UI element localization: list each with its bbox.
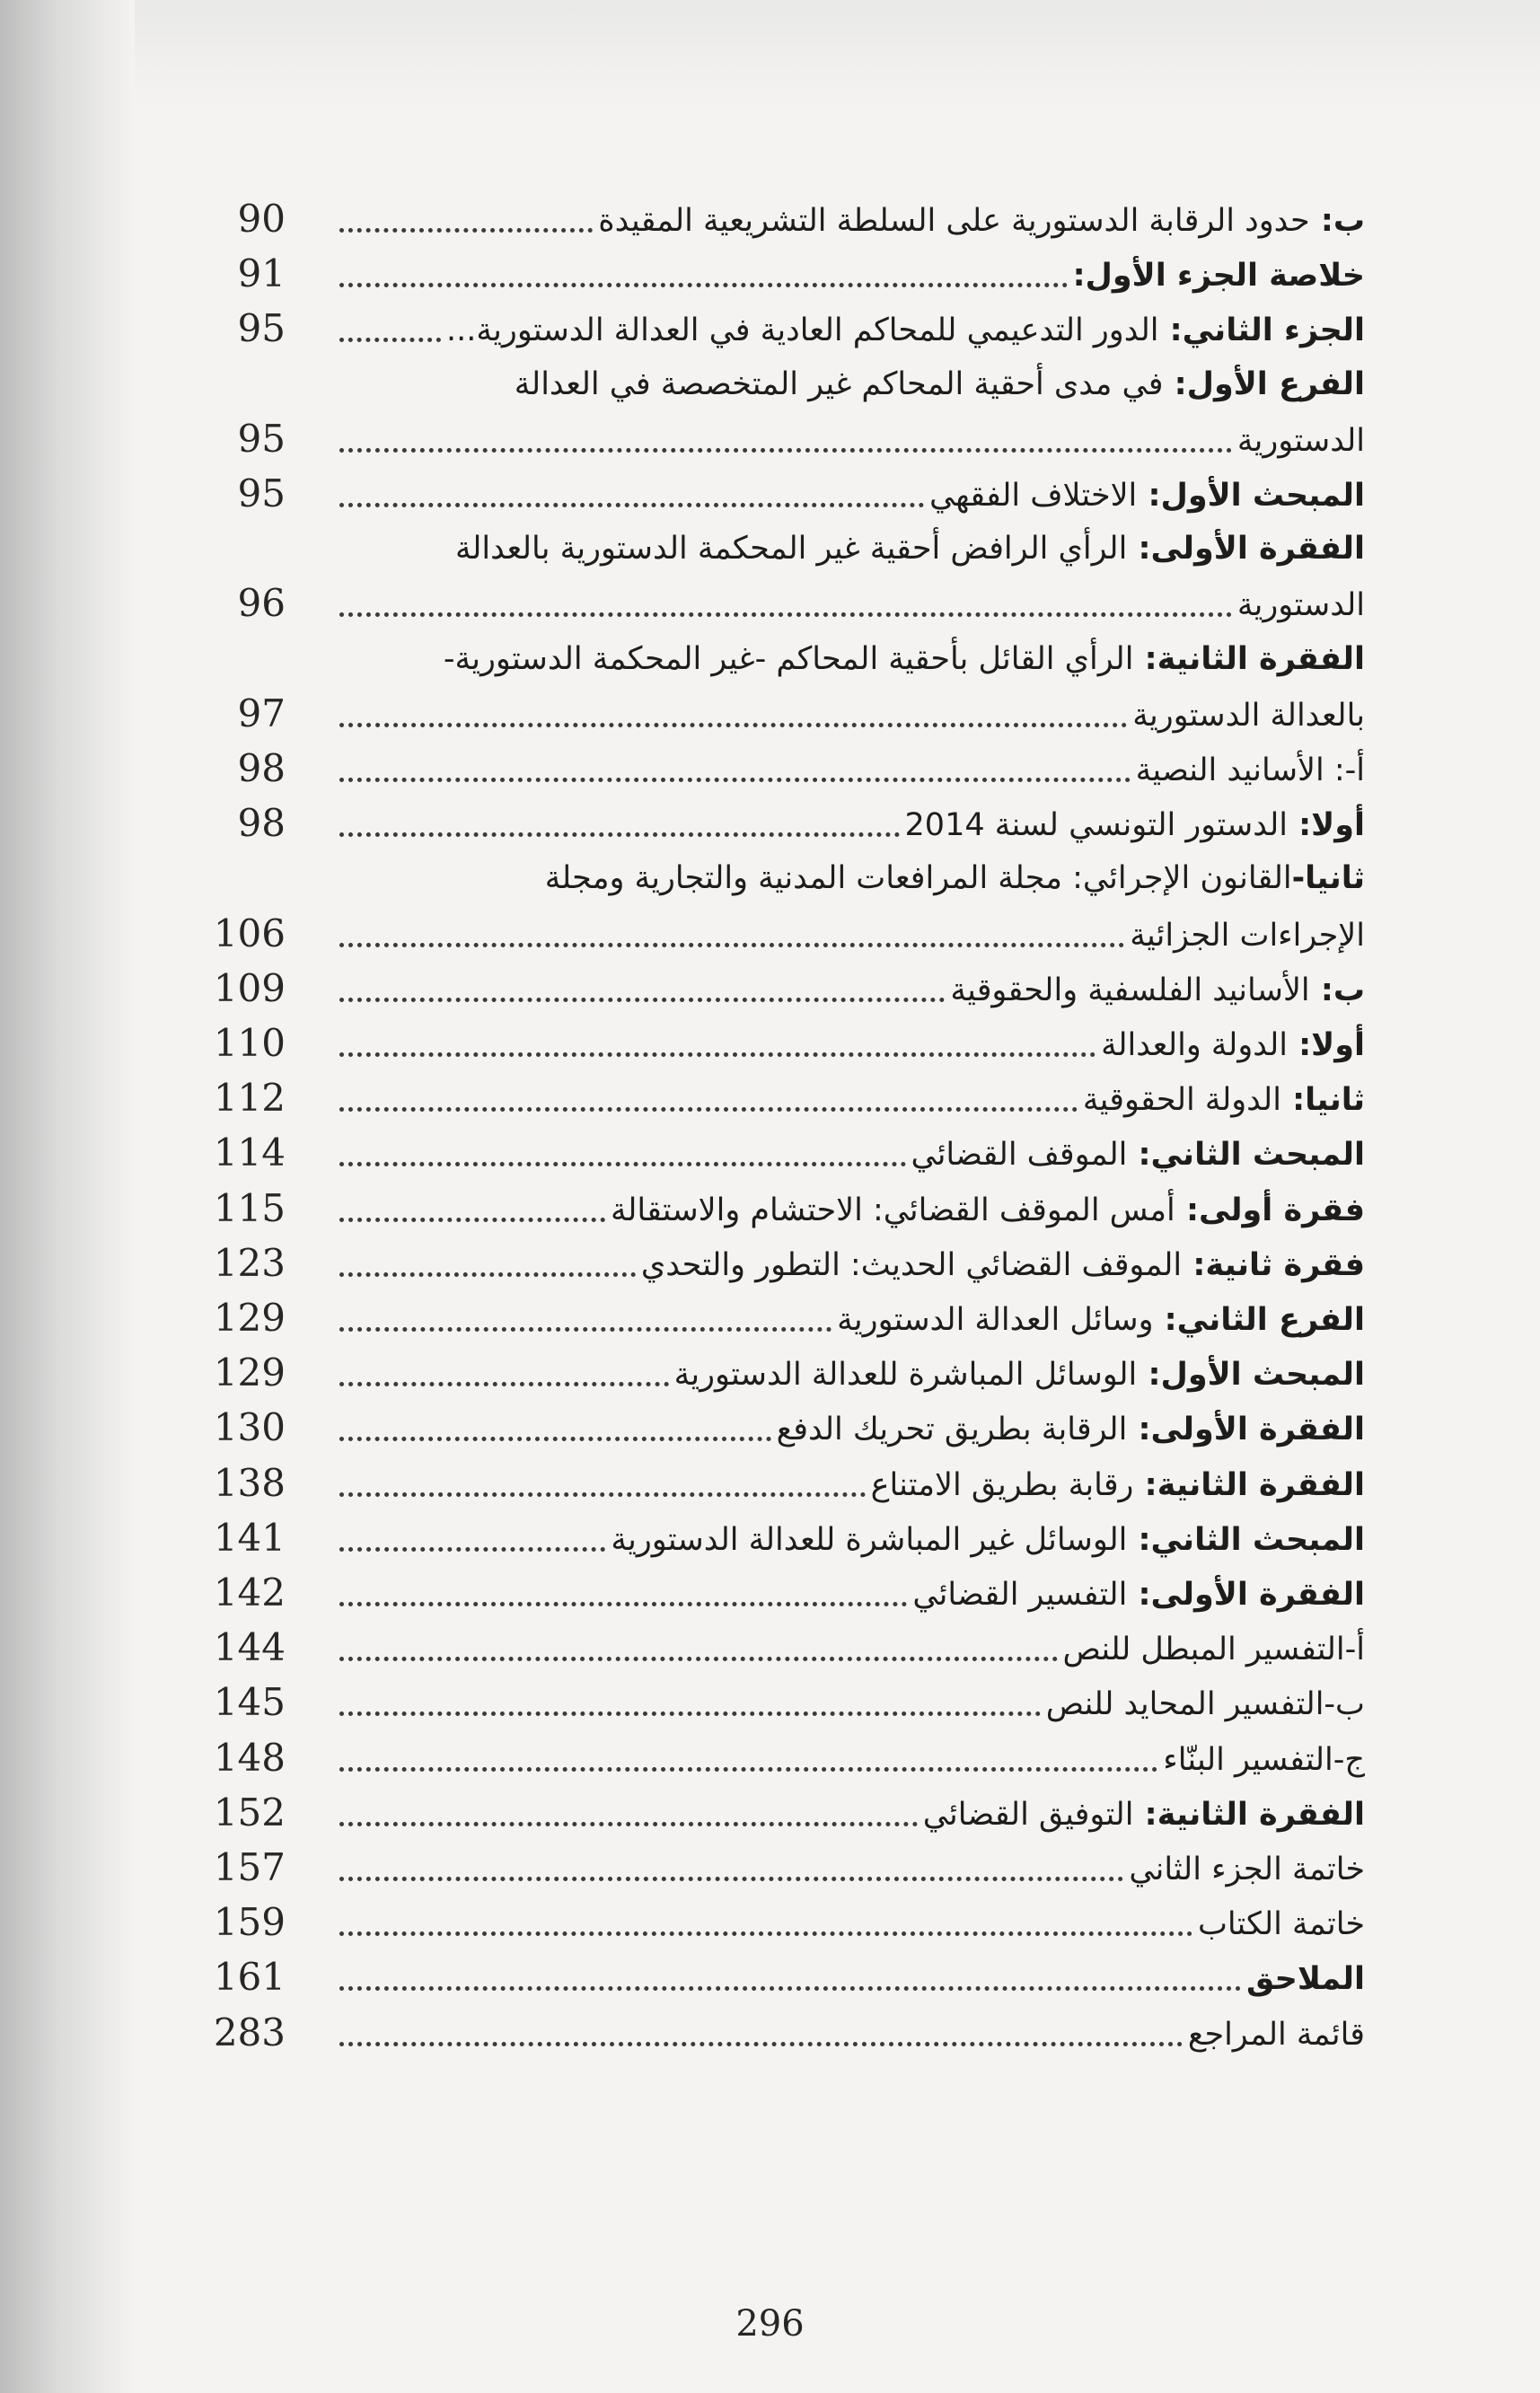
- toc-entry: [0, 304, 1540, 356]
- dotted-leader: [339, 2042, 1183, 2046]
- toc-entry-text: [334, 1018, 1365, 1070]
- toc-entry: [0, 1073, 1540, 1125]
- toc-entry-title: [446, 305, 1365, 356]
- toc-entry: [0, 1348, 1540, 1400]
- toc-entry: [0, 1128, 1540, 1180]
- toc-entry-text-value: خاتمة الجزء الثاني: [1129, 1852, 1365, 1887]
- toc-entry: [0, 1183, 1540, 1236]
- toc-page-number: 95: [237, 471, 286, 515]
- toc-entry-heading-line: [334, 523, 1365, 576]
- toc-entry-text-value: أ-: الأسانيد النصية: [1135, 752, 1365, 788]
- dotted-leader: [339, 943, 1124, 947]
- dotted-leader: [339, 1657, 1058, 1661]
- toc-entry-title: [905, 800, 1365, 850]
- dotted-leader: [339, 1877, 1123, 1881]
- toc-entry-label: الفرع الثاني:: [1153, 1302, 1365, 1338]
- toc-entry-text: [334, 1458, 1365, 1510]
- toc-entry-continuation: الإجراءات الجزائية: [1130, 918, 1365, 954]
- toc-entry-title: [1083, 1075, 1365, 1125]
- toc-entry: [0, 1897, 1540, 1949]
- toc-entry-text-value: الأسانيد الفلسفية والحقوقية: [950, 972, 1310, 1008]
- toc-page-number: 123: [213, 1241, 286, 1285]
- toc-entry-text-value: أ-التفسير المبطل للنص: [1062, 1632, 1365, 1667]
- toc-entry-label: خلاصة الجزء الأول:: [1072, 258, 1365, 294]
- toc-page-number: 97: [237, 691, 286, 735]
- toc-entry-text: [334, 1238, 1365, 1290]
- toc-entry-text: [334, 1677, 1365, 1729]
- toc-entry: [0, 414, 1540, 466]
- toc-entry-title: [777, 1404, 1365, 1455]
- toc-entry: [0, 743, 1540, 796]
- dotted-leader: [339, 1822, 918, 1826]
- toc-entry-text: [334, 1623, 1365, 1675]
- toc-entry-text-value: التفسير القضائي: [912, 1577, 1128, 1613]
- toc-entry: [0, 1458, 1540, 1510]
- dotted-leader: [339, 503, 924, 507]
- toc-entry-text: [334, 249, 1365, 301]
- toc-entry-text: [334, 194, 1365, 246]
- dotted-leader: [339, 1602, 907, 1606]
- toc-entry-text: [334, 1403, 1365, 1455]
- toc-page-number: 138: [213, 1461, 286, 1505]
- dotted-leader: [339, 338, 441, 342]
- toc-entry-title: [1188, 2010, 1365, 2060]
- toc-entry-title: الرأي الرافض أحقية غير المحكمة الدستورية بالعدالة: [454, 531, 1128, 567]
- toc-entry-text-value: الوسائل غير المباشرة للعدالة الدستورية: [611, 1522, 1128, 1558]
- toc-entry: [0, 1018, 1540, 1070]
- toc-page-number: 98: [237, 746, 286, 790]
- toc-entry: [0, 578, 1540, 630]
- toc-entry-label: المبحث الثاني:: [1127, 1137, 1365, 1173]
- toc-entry-title: [912, 1570, 1365, 1620]
- toc-entry-text-value: أمس الموقف القضائي: الاحتشام والاستقالة: [610, 1192, 1175, 1228]
- toc-entry-text-value: وسائل العدالة الدستورية: [837, 1302, 1154, 1338]
- toc-entry-text: [334, 798, 1365, 850]
- toc-entry-text-value: حدود الرقابة الدستورية على السلطة التشريعية المقيدة: [598, 203, 1310, 239]
- toc-entry-label: المبحث الثاني:: [1127, 1522, 1365, 1558]
- dotted-leader: [339, 1767, 1157, 1772]
- toc-entry: [0, 2008, 1540, 2060]
- toc-entry-text: [334, 1897, 1365, 1949]
- dotted-leader: [339, 1931, 1192, 1936]
- toc-entry-text: [334, 2008, 1365, 2060]
- toc-entry-label: ثانيا-: [1291, 860, 1365, 896]
- dotted-leader: [339, 1547, 605, 1552]
- toc-entry-text: [334, 689, 1365, 741]
- toc-page-number: 129: [213, 1350, 286, 1394]
- toc-entry-text-value: ب-التفسير المحايد للنص: [1045, 1686, 1365, 1722]
- toc-page-number: 129: [213, 1296, 286, 1340]
- toc-entry-label: الفقرة الأولى:: [1127, 531, 1365, 567]
- toc-page-number: 95: [237, 306, 286, 350]
- toc-entry: [0, 909, 1540, 961]
- toc-entry-label: الفرع الأول:: [1163, 366, 1365, 402]
- toc-entry: [0, 1952, 1540, 2004]
- toc-entry: [0, 249, 1540, 301]
- toc-entry: [0, 1238, 1540, 1290]
- toc-entry-label: الفقرة الأولى:: [1127, 1412, 1365, 1447]
- toc-entry-label: الملاحق: [1246, 1961, 1365, 1997]
- toc-page-number: 109: [213, 966, 286, 1010]
- page-number: 296: [735, 2303, 805, 2345]
- toc-entry-text-value: الدولة الحقوقية: [1082, 1082, 1281, 1118]
- toc-page-number: 157: [213, 1845, 286, 1889]
- toc-entry-title: القانون الإجرائي: مجلة المرافعات المدنية والتجارية ومجلة: [544, 860, 1292, 896]
- toc-page-number: 141: [213, 1516, 286, 1560]
- toc-entry-title: [1198, 1899, 1365, 1949]
- toc-entry: [0, 1677, 1540, 1729]
- toc-entry-text: [334, 1183, 1365, 1236]
- toc-page-number: 144: [213, 1625, 286, 1669]
- dotted-leader: [339, 448, 1232, 453]
- toc-page-number: 145: [213, 1680, 286, 1724]
- toc-entry-text: [334, 1952, 1365, 2004]
- toc-entry-text: [334, 1348, 1365, 1400]
- toc-entry: [0, 798, 1540, 850]
- toc-page-number: 115: [213, 1186, 286, 1230]
- toc-entry: [0, 1733, 1540, 1785]
- toc-entry-title: [1046, 1679, 1365, 1729]
- page-top-shading: [0, 0, 1540, 108]
- toc-entry-text-value: التوفيق القضائي: [922, 1797, 1134, 1833]
- toc-entry-title: [923, 1790, 1365, 1840]
- toc-entry-label: المبحث الأول:: [1137, 1357, 1365, 1393]
- toc-entry: [0, 194, 1540, 246]
- toc-entry-text-value: الدور التدعيمي للمحاكم العادية في العدالة الدستورية...: [446, 312, 1159, 348]
- toc-page-number: 152: [213, 1790, 286, 1834]
- toc-page-number: 161: [213, 1955, 286, 1999]
- toc-entry-text: [334, 963, 1365, 1016]
- toc-entry-text-value: خاتمة الكتاب: [1197, 1906, 1365, 1942]
- toc-page-number: 106: [213, 911, 286, 955]
- dotted-leader: [339, 1382, 669, 1386]
- dotted-leader: [339, 1162, 906, 1166]
- dotted-leader: [339, 1327, 832, 1332]
- toc-entry-label: الفقرة الثانية:: [1133, 1467, 1365, 1503]
- toc-entry-title: [1246, 1954, 1365, 2004]
- toc-entry-label: المبحث الأول:: [1137, 478, 1365, 514]
- toc-entry-title: [611, 1185, 1365, 1236]
- toc-page-number: 96: [237, 581, 286, 625]
- toc-page-number: 90: [237, 197, 286, 241]
- toc-page-number: 114: [213, 1131, 286, 1175]
- toc-entry-text: [334, 1568, 1365, 1620]
- dotted-leader: [339, 1218, 605, 1222]
- toc-entry-title: [929, 471, 1365, 521]
- toc-entry-label: الفقرة الثانية:: [1133, 641, 1365, 677]
- toc-entry-text-value: الاختلاف الفقهي: [929, 478, 1138, 514]
- toc-entry-title: في مدى أحقية المحاكم غير المتخصصة في العدالة: [514, 366, 1164, 402]
- dotted-leader: [339, 1107, 1078, 1112]
- toc-entry-text: [334, 909, 1365, 961]
- toc-entry-text-value: الوسائل المباشرة للعدالة الدستورية: [673, 1357, 1138, 1393]
- dotted-leader: [339, 998, 945, 1002]
- toc-entry-title: [950, 965, 1365, 1016]
- toc-entry-text-value: قائمة المراجع: [1187, 2017, 1365, 2053]
- toc-entry: [0, 1623, 1540, 1675]
- dotted-leader: [339, 228, 593, 233]
- toc-entry-continuation: الدستورية: [1236, 423, 1365, 459]
- toc-page-number: 283: [213, 2010, 286, 2054]
- toc-entry: [0, 469, 1540, 521]
- toc-entry-text: [334, 1293, 1365, 1345]
- toc-page-number: 95: [237, 417, 286, 461]
- toc-entry-title: [911, 1130, 1365, 1180]
- toc-entry-text-value: الدولة والعدالة: [1101, 1027, 1288, 1063]
- toc-entry-text: [334, 743, 1365, 796]
- toc-page-number: 110: [213, 1021, 286, 1065]
- toc-entry-text-value: الرقابة بطريق تحريك الدفع: [776, 1412, 1128, 1447]
- toc-page-number: 142: [213, 1570, 286, 1614]
- toc-entry: [0, 689, 1540, 741]
- dotted-leader: [339, 1052, 1096, 1057]
- toc-entry-title: [1129, 1844, 1365, 1895]
- toc-entry-title: [1101, 1020, 1365, 1070]
- toc-entry-heading-line: [334, 853, 1365, 905]
- dotted-leader: [339, 1986, 1241, 1991]
- dotted-leader: [339, 1437, 771, 1441]
- toc-entry-text-value: الموقف القضائي: [911, 1137, 1128, 1173]
- dotted-leader: [339, 612, 1232, 617]
- toc-entry-label: ب:: [1309, 203, 1365, 239]
- toc-entry-title: الرأي القائل بأحقية المحاكم -غير المحكمة الدستورية-: [443, 641, 1134, 677]
- toc-page-number: 130: [213, 1405, 286, 1449]
- toc-entry-heading-line: [334, 359, 1365, 411]
- toc-entry-title: [1073, 251, 1365, 301]
- toc-entry-title: [871, 1460, 1365, 1510]
- toc-entry-label: الفقرة الثانية:: [1133, 1797, 1365, 1833]
- toc-entry-label: فقرة ثانية:: [1182, 1247, 1365, 1283]
- toc-entry-label: ب:: [1309, 972, 1365, 1008]
- toc-entry-label: ثانيا:: [1280, 1082, 1365, 1118]
- toc-entry-title: [1163, 1735, 1365, 1785]
- toc-entry-title: [837, 1295, 1365, 1345]
- toc-entry-continuation: الدستورية: [1236, 587, 1365, 623]
- toc-entry-text: [334, 304, 1365, 356]
- toc-entry-heading-line: [334, 634, 1365, 686]
- toc-entry-title: [1136, 745, 1365, 796]
- toc-entry-label: الجزء الثاني:: [1158, 312, 1365, 348]
- toc-entry-text: [334, 1843, 1365, 1895]
- dotted-leader: [339, 283, 1068, 287]
- toc-entry-title: [611, 1515, 1365, 1565]
- dotted-leader: [339, 1272, 636, 1277]
- toc-entry-label: الفقرة الأولى:: [1127, 1577, 1365, 1613]
- toc-entry-title: [641, 1240, 1365, 1290]
- toc-entry-text: [334, 1073, 1365, 1125]
- toc-page-number: 159: [213, 1900, 286, 1944]
- dotted-leader: [339, 832, 900, 837]
- toc-entry: [0, 1293, 1540, 1345]
- dotted-leader: [339, 1711, 1041, 1716]
- toc-entry-text: [334, 1788, 1365, 1840]
- toc-entry-continuation: بالعدالة الدستورية: [1132, 698, 1365, 734]
- toc-entry-text: [334, 469, 1365, 521]
- toc-entry-label: أولا:: [1288, 807, 1365, 843]
- toc-entry: [0, 963, 1540, 1016]
- dotted-leader: [339, 778, 1131, 782]
- toc-page-number: 148: [213, 1736, 286, 1780]
- toc-entry-text: [334, 414, 1365, 466]
- toc-entry-text: [334, 578, 1365, 630]
- toc-entry-label: فقرة أولى:: [1175, 1192, 1365, 1228]
- toc-entry: [0, 1788, 1540, 1840]
- dotted-leader: [339, 1492, 866, 1497]
- toc-page-number: 112: [213, 1076, 286, 1120]
- toc-entry: [0, 1513, 1540, 1565]
- toc-entry: [0, 1843, 1540, 1895]
- toc-entry-text-value: ج-التفسير البنّاء: [1163, 1742, 1365, 1778]
- toc-page-number: 91: [237, 251, 286, 295]
- toc-entry-title: [1063, 1624, 1365, 1675]
- toc-entry-text-value: رقابة بطريق الامتناع: [870, 1467, 1134, 1503]
- toc-entry-title: [598, 196, 1365, 246]
- toc-entry-text-value: الموقف القضائي الحديث: التطور والتحدي: [640, 1247, 1183, 1283]
- toc-page-number: 98: [237, 801, 286, 845]
- toc-entry-text: [334, 1733, 1365, 1785]
- toc-entry-text: [334, 1513, 1365, 1565]
- toc-entry-title: [674, 1350, 1365, 1400]
- toc-entry-label: أولا:: [1288, 1027, 1365, 1063]
- toc-entry-text-value: الدستور التونسي لسنة 2014: [904, 807, 1288, 843]
- toc-entry: [0, 1568, 1540, 1620]
- dotted-leader: [339, 723, 1127, 727]
- toc-entry: [0, 1403, 1540, 1455]
- toc-entry-text: [334, 1128, 1365, 1180]
